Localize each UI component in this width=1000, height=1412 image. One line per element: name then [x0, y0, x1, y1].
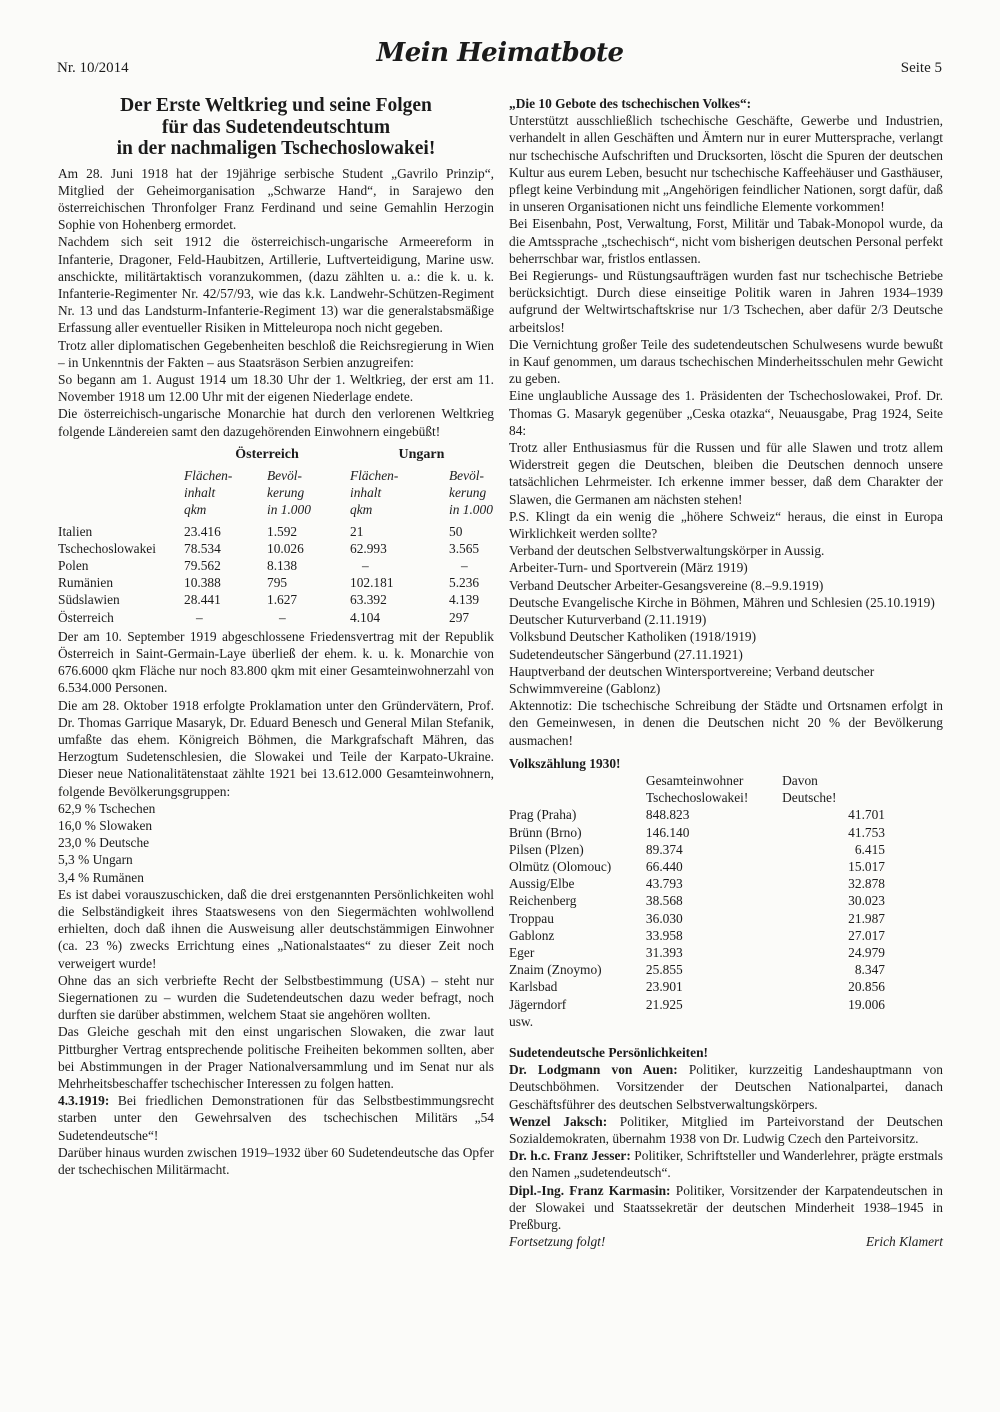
- table-row: Troppau 36.030 21.987: [509, 910, 885, 926]
- paragraph: P.S. Klingt da ein wenig die „höhere Schweiz“ heraus, die einst in Europa Wirklichkeit werden sollte?: [509, 508, 943, 542]
- table-row: Reichenberg 38.568 30.023: [509, 893, 885, 909]
- table-row: Olmütz (Olomouc) 66.440 15.017: [509, 858, 885, 874]
- paragraph: Aktennotiz: Die tschechische Schreibung der Städte und Ortsnamen erfolgt in den Gemeinwesen, in denen die Deutschen nicht 20 % der Bevölkerung ausmachen!: [509, 698, 943, 748]
- paragraph: Eine unglaubliche Aussage des 1. Präsidenten der Tschechoslowakei, Prof. Dr. Thomas G. Masaryk gegenüber „Ceska otazka“, Neuausgabe, Prag 1924, Seite 84:: [509, 388, 943, 438]
- list-item: 3,4 % Rumänen: [58, 869, 144, 885]
- list-item: Hauptverband der deutschen Wintersportvereine; Verband deutscher Schwimmvereine (Gablonz): [509, 663, 875, 696]
- paragraph: Die am 28. Oktober 1918 erfolgte Proklamation unter den Gründervätern, Prof. Dr. Thomas Garrique Masaryk, Dr. Eduard Benesch und General Milan Stefanik, umfaßte das ehem. Königreich Böhmen, die Markgrafschaft Mähren, das Herzogtum Sudetenschlesien, die Slowakei und Teile der Karpato-Ukraine. Dieser neue Nationalitätenstaat zählte 1921 bei 13.612.000 Gesamteinwohnern, folgende Bevölkerungsgruppen:: [58, 697, 494, 799]
- section-heading: „Die 10 Gebote des tschechischen Volkes“:: [509, 96, 752, 111]
- paragraph: Bei Regierungs- und Rüstungsaufträgen wurden fast nur tschechische Betriebe berücksichtigt. Durch diese einseitige Politik waren in Jahren 1934–1939 aufgrund der Weltwirtschaftskrise nur 1/3 Tschechen, aber dafür 2/3 Deutsche arbeitslos!: [509, 268, 943, 335]
- table-row: Gablonz 33.958 27.017: [509, 927, 885, 943]
- paragraph: Verband der deutschen Selbstverwaltungskörper in Aussig.: [509, 543, 825, 559]
- paragraph: Trotz aller Enthusiasmus für die Russen und für alle Slawen und trotz allem Widerstreit gegen die Deutschen, bleiben die Deutschen dennoch unsere tatsächlichen Lehrmeister. Ich erkenne immer besser, daß dem Charakter der Slawen, die Germanen am nächsten stehen!: [509, 440, 943, 507]
- table-row: Tschechoslowakei 78.534 10.026 62.993 3.565: [58, 540, 480, 556]
- person-entry: Dr. h.c. Franz Jesser: Politiker, Schriftsteller und Wanderlehrer, prägte erstmals den Namen „sudetendeutsch“.: [509, 1148, 943, 1181]
- table-row: Brünn (Brno) 146.140 41.753: [509, 824, 885, 840]
- population-groups: [58, 800, 494, 886]
- person-entry: Dipl.-Ing. Franz Karmasin: Politiker, Vorsitzender der Karpatendeutschen in der Slowakei und Staatssekretär der deutschen Minderheit 1938–1945 in Preßburg.: [509, 1182, 943, 1232]
- paragraph: Nachdem sich seit 1912 die österreichisch-ungarische Armeereform in Infanterie, Dragoner, Feld-Haubitzen, Artillerie, Luftverteidigung, Marine usw. anschickte, militärtaktisch voranzukommen, (dazu zählten u. a.: die k. u. k. Infanterie-Regimenter Nr. 42/57/93, wie das k.k. Landwehr-Schützen-Regiment Nr. 13 und das Landsturm-Infanterie-Regiment 13) war die generalstabsmäßige Erfassung aller eventueller Risiken in Mitteleuropa noch nicht gegeben.: [58, 234, 494, 336]
- issue-number: Nr. 10/2014: [57, 60, 129, 76]
- paragraph: Es ist dabei vorauszuschicken, daß die drei erstgenannten Persönlichkeiten wohl die Selbständigkeit ihres Staatswesens von den Siegermächten wohlwollend erhielten, doch daß ihnen die Ausweisung aller deutschstämmigen Einwohner (ca. 23 %) zwecks Errichtung eines „Nationalstaates“ zu dieser Zeit noch verweigert wurde!: [58, 886, 494, 971]
- article-title: Der Erste Weltkrieg und seine Folgen für das Sudetendeutschtum in der nachmaligen Tschechoslowakei!: [116, 95, 436, 159]
- paragraph: Am 28. Juni 1918 hat der 19jährige serbische Student „Gavrilo Prinzip“, Mitglied der Geheimorganisation „Schwarze Hand“, in Sarajewo den österreichischen Thronfolger Franz Ferdinand und seine Gemahlin Herzogin Sophie von Hohenberg ermordet.: [58, 165, 494, 233]
- table-row: Eger 31.393 24.979: [509, 944, 885, 960]
- table-row: Karlsbad 23.901 20.856: [509, 979, 885, 995]
- association-list: [509, 559, 943, 697]
- list-item: 5,3 % Ungarn: [58, 852, 133, 868]
- person-entry: Wenzel Jaksch: Politiker, Mitglied im Parteivorstand der Deutschen Sozialdemokraten, übernahm 1938 von Dr. Ludwig Czech den Parteivorsitz.: [509, 1113, 943, 1146]
- list-item: 16,0 % Slowaken: [58, 818, 153, 834]
- section-heading: Sudetendeutsche Persönlichkeiten!: [509, 1044, 708, 1060]
- paragraph: So begann am 1. August 1914 um 18.30 Uhr der 1. Weltkrieg, der erst am 11. November 1918 um 12.00 Uhr mit der eigenen Niederlage endete.: [58, 371, 494, 405]
- paragraph: Das Gleiche geschah mit den einst ungarischen Slowaken, die zwar laut Pittburgher Vertrag entsprechende politische Freiheiten bekommen sollten, aber bei Abstimmungen in der Prager Nationalversammlung und im Senat nur als Mehrheitsbeschaffer tschechischer Interessen zu folgen hatten.: [58, 1024, 494, 1092]
- list-item: 62,9 % Tschechen: [58, 800, 156, 816]
- left-column: [58, 95, 494, 1178]
- author: Erich Klamert: [866, 1234, 943, 1250]
- paragraph: Die österreichisch-ungarische Monarchie hat durch den verlorenen Weltkrieg folgende Ländereien samt den dazugehörenden Einwohnern eingebüßt!: [58, 406, 494, 439]
- section-heading: Volkszählung 1930!: [509, 755, 621, 771]
- right-column: [509, 95, 943, 1250]
- paragraph: Der am 10. September 1919 abgeschlossene Friedensvertrag mit der Republik Österreich in Saint-Germain-Laye überließ der ehem. k. u. k. Monarchie von 676.6000 qkm Fläche nur noch 83.800 qkm mit einer Gesamteinwohnerzahl von 6.534.000 Personen.: [58, 628, 494, 696]
- table-row: Jägerndorf 21.925 19.006: [509, 996, 885, 1012]
- table-row: Südslawien 28.441 1.627 63.392 4.139: [58, 592, 480, 608]
- paragraph: Trotz aller diplomatischen Gegebenheiten beschloß die Reichsregierung in Wien – in Unkenntnis der Fakten – aus Staatsräson Serbien anzugreifen:: [58, 337, 494, 370]
- list-item: 23,0 % Deutsche: [58, 835, 150, 851]
- article-footer: [509, 1233, 943, 1250]
- table-row: Znaim (Znoymo) 25.855 8.347: [509, 962, 885, 978]
- list-item: Arbeiter-Turn- und Sportverein (März 1919): [509, 560, 748, 576]
- list-item: Sudetendeutscher Sängerbund (27.11.1921): [509, 646, 743, 662]
- paragraph: Darüber hinaus wurden zwischen 1919–1932 über 60 Sudetendeutsche das Opfer der tschechischen Militärmacht.: [58, 1144, 494, 1178]
- table-row: Italien 23.416 1.592 21 50: [58, 523, 463, 539]
- table-row: Aussig/Elbe 43.793 32.878: [509, 876, 885, 892]
- paragraph: Bei Eisenbahn, Post, Verwaltung, Forst, Militär und Tabak-Monopol wurde, da die Amtssprache „tschechisch“, nicht vom bisherigen deutschen Personal perfekt beherrschbar war, fristlos entlassen.: [509, 216, 943, 266]
- paragraph: Unterstützt ausschließlich tschechische Geschäfte, Gewerbe und Industrien, verhandelt in allen Geschäften und Ämtern nur in eurer Muttersprache, verlangt nur tschechische Aufschriften und Drucksorten, löscht die Spuren der deutschen Kultur aus eurem Leben, besucht nur tschechische Kaffeehäuser und Gasthäuser, pflegt keine Verbindung mit „Angehörigen feindlicher Nationen, sorgt dafür, daß in unseren Organisationen nicht uns feindliche Elemente vorkommen!: [509, 113, 943, 215]
- table-row: Prag (Praha) 848.823 41.701: [509, 807, 885, 823]
- person-entry: Dr. Lodgmann von Auen: Politiker, kurzzeitig Landeshauptmann von Deutschböhmen. Vorsitzender der Deutschen Nationalpartei, danach Geschäftsführer des deutschen Selbstverwaltungskörpers.: [509, 1062, 943, 1112]
- list-item: Volksbund Deutscher Katholiken (1918/1919): [509, 629, 757, 645]
- table-row: Österreich – – 4.104 297: [58, 609, 470, 625]
- census-table: Gesamteinwohner Davon Tschechoslowakei! Deutsche! Prag (Praha) 848.823 41.701 Brünn (Brno) 146.140 41.753 Pilsen (Plzen) 89.374 6.415 Olmütz (Olomouc) 66.440 15.017 Aussig/Elbe 43.793 32.878 Reichenberg 38.568 30.023 Troppau 36.030 21.987 Gablonz 33.958 27.017 Eger 31.393 24.979 Znaim (Znoymo) 25.855 8.347 Karlsbad 23.901 20.856 Jägerndorf 21.925 19.006 usw.: [509, 772, 943, 1030]
- territory-loss-table: Österreich Ungarn Flächen- Bevöl- Flächen- Bevöl- inhalt kerung inhalt kerung qkm in 1.000 qkm in 1.000 Italien 23.416 1.592 21 50 Tschechoslowakei 78.534 10.026 62.993 3.565 Polen 79.562 8.138 – – Rumänien 10.388 795 102.181 5.236 Südslawien 28.441 1.627 63.392 4.139 Österreich – – 4.104 297: [58, 446, 493, 625]
- paragraph: 4.3.1919: Bei friedlichen Demonstrationen für das Selbstbestimmungsrecht starben unter den Gewehrsalven des tschechischen Militärs „54 Sudetendeutsche“!: [58, 1093, 494, 1143]
- page-number: Seite 5: [900, 60, 942, 76]
- paragraph: Ohne das an sich verbriefte Recht der Selbstbestimmung (USA) – steht nur Siegernationen zu – wurden die Sudetendeutschen dazu weder befragt, noch durften sie darüber abstimmen, welchem Staat sie angehören wollten.: [58, 972, 494, 1023]
- masthead-logo: Mein Heimatbote: [376, 38, 624, 68]
- list-item: Deutsche Evangelische Kirche in Böhmen, Mähren und Schlesien (25.10.1919): [509, 594, 935, 610]
- paragraph: Die Vernichtung großer Teile des sudetendeutschen Schulwesens wurde bewußt in Kauf genommen, um daraus tschechischen Minderheitsschulen mehr Gewicht zu geben.: [509, 336, 943, 387]
- table-row: Pilsen (Plzen) 89.374 6.415: [509, 841, 885, 857]
- list-item: Verband Deutscher Arbeiter-Gesangsvereine (8.–9.9.1919): [509, 577, 824, 593]
- continued-note: Fortsetzung folgt!: [509, 1234, 606, 1250]
- table-row: Polen 79.562 8.138 – –: [58, 557, 468, 573]
- table-row: Rumänien 10.388 795 102.181 5.236: [58, 575, 480, 591]
- list-item: Deutscher Kuturverband (2.11.1919): [509, 612, 707, 628]
